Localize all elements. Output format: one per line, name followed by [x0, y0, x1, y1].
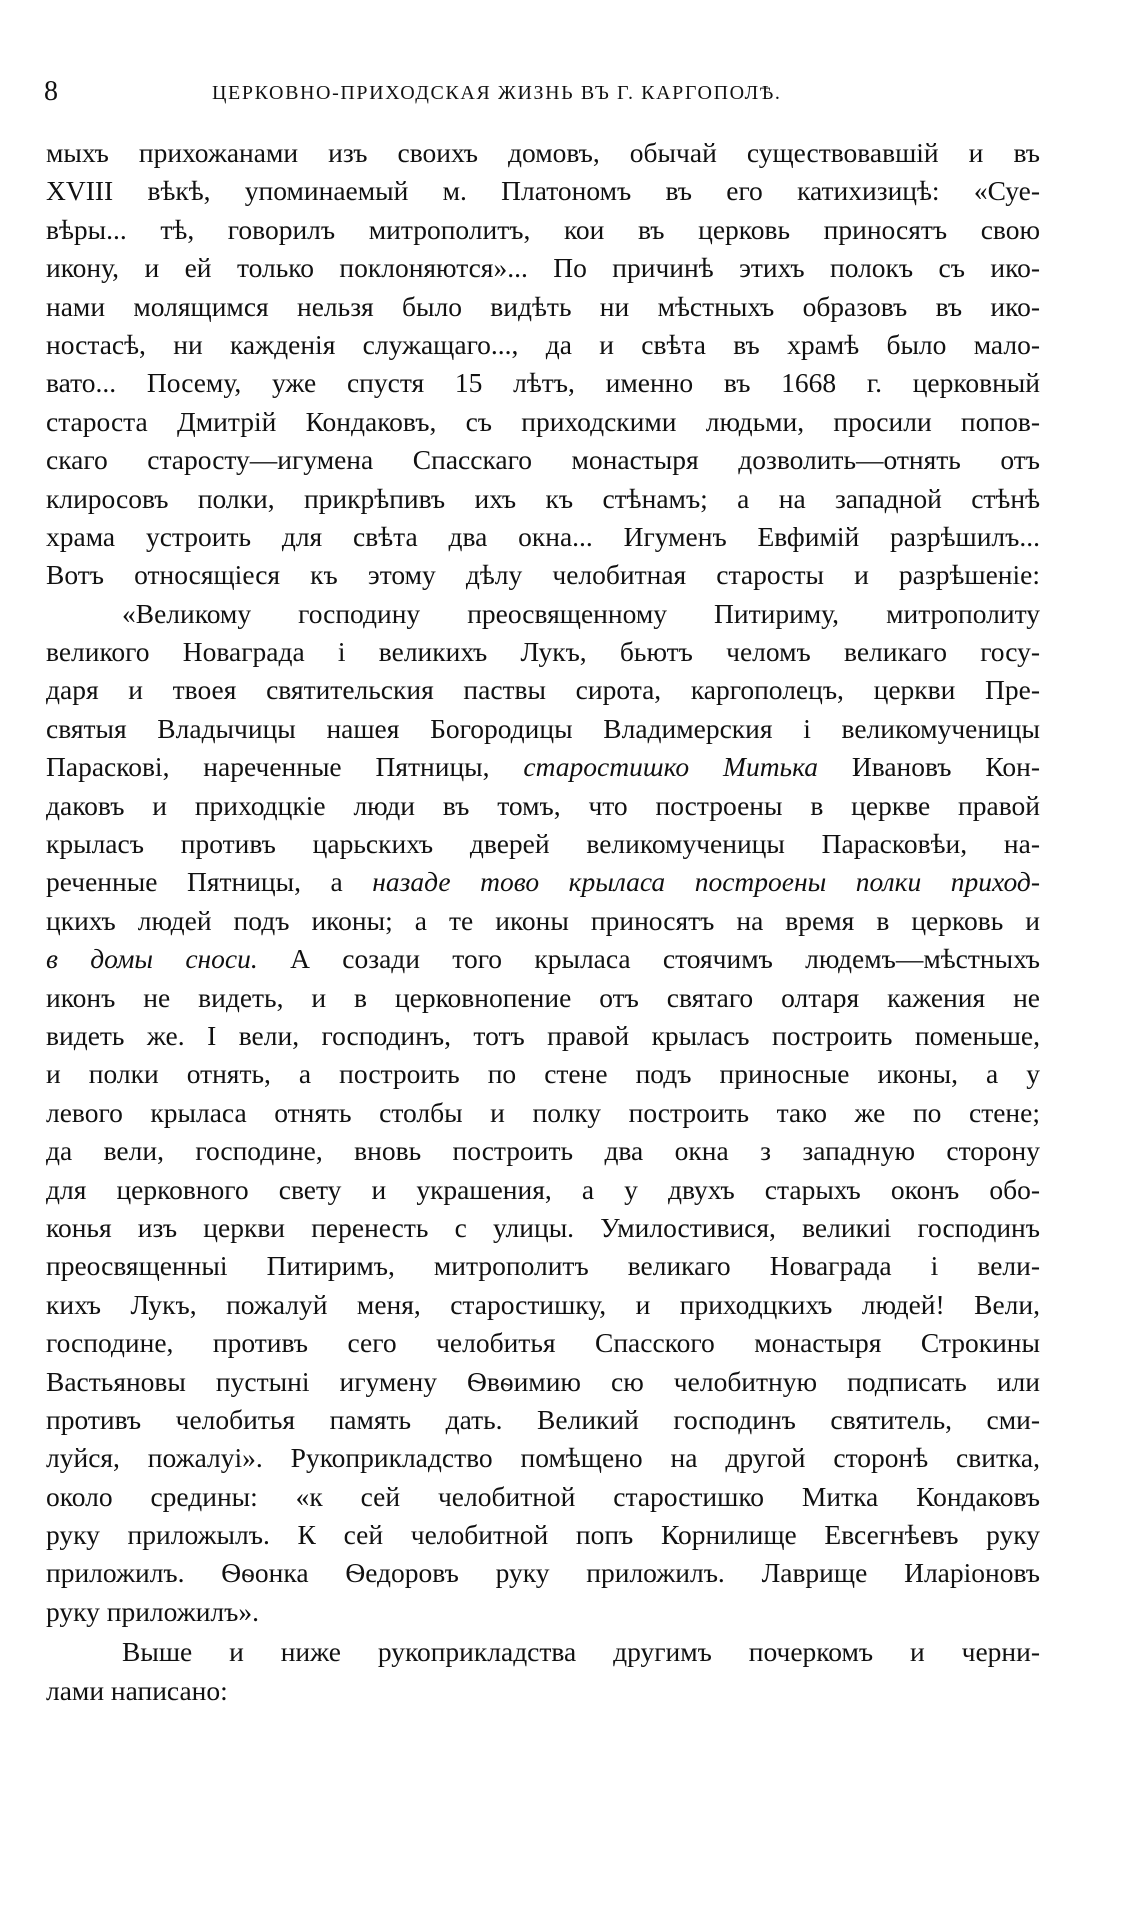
text-line: великого Новаграда і великихъ Лукъ, бьютъ челомъ великаго госу- [46, 636, 1040, 668]
italic-segment: назаде тово крыласа построены полки приход- [372, 866, 1040, 898]
text-segment: А созади того крыласа стоячимъ людемъ—мѣстныхъ [257, 943, 1040, 975]
body-text [46, 134, 1040, 1710]
text-line: вато... Посему, уже спустя 15 лѣтъ, именно въ 1668 г. церковный [46, 367, 1040, 399]
text-line: икону, и ей только поклоняются»... По причинѣ этихъ полокъ съ ико- [46, 252, 1040, 284]
text-line: преосвященныі Питиримъ, митрополитъ великаго Новаграда і вели- [46, 1250, 1040, 1282]
text-line: для церковного свету и украшения, а у двухъ старыхъ оконъ обо- [46, 1173, 1040, 1205]
text-line: староста Дмитрій Кондаковъ, съ приходскими людьми, просили попов- [46, 405, 1040, 437]
text-line: Вотъ относящіеся къ этому дѣлу челобитная старосты и разрѣшеніе: [46, 559, 1040, 591]
text-line: «Великому господину преосвященному Питириму, митрополиту [122, 597, 1040, 629]
text-line [46, 940, 1040, 978]
text-line: левого крыласа отнять столбы и полку построить тако же по стене; [46, 1096, 1040, 1128]
text-line: около средины: «к сей челобитной старостишко Митка Кондаковъ [46, 1480, 1040, 1512]
text-line: скаго старосту—игумена Спасскаго монастыря дозволить—отнять отъ [46, 444, 1040, 476]
text-line: видеть же. І вели, господинъ, тотъ правой крыласъ построить поменьше, [46, 1019, 1040, 1051]
text-segment: реченные Пятницы, а [46, 866, 373, 898]
text-line [46, 748, 1040, 786]
text-segment: Параскові, нареченные Пятницы, [46, 751, 524, 783]
text-line: лами написано: [46, 1674, 228, 1706]
text-line: руку приложылъ. К сей челобитной попъ Корнилище Евсегнѣевъ руку [46, 1519, 1040, 1551]
text-line: кихъ Лукъ, пожалуй меня, старостишку, и приходцкихъ людей! Вели, [46, 1288, 1040, 1320]
text-line [46, 863, 1040, 901]
running-title: ЦЕРКОВНО-ПРИХОДСКАЯ ЖИЗНЬ ВЪ Г. КАРГОПОЛѢ. [212, 82, 782, 104]
text-segment: Ивановъ Кон- [818, 751, 1040, 783]
page-header [44, 76, 1044, 116]
text-line: конья изъ церкви перенесть с улицы. Умилостивися, великиі господинъ [46, 1211, 1040, 1243]
italic-segment: старостишко Митька [523, 751, 818, 783]
italic-segment: в домы сноси. [46, 943, 258, 975]
text-line: даковъ и приходцкіе люди въ томъ, что построены в церкве правой [46, 789, 1040, 821]
text-line: и полки отнять, а построить по стене подъ приносные иконы, а у [46, 1058, 1040, 1090]
text-line: противъ челобитья память дать. Великий господинъ святитель, сми- [46, 1403, 1040, 1435]
text-line: Вастьяновы пустыні игумену Ѳвѳимию сю челобитную подписать или [46, 1365, 1040, 1397]
text-line: вѣры... тѣ, говорилъ митрополитъ, кои въ церковь приносятъ свою [46, 213, 1040, 245]
text-line: храма устроить для свѣта два окна... Игуменъ Евфимій разрѣшилъ... [46, 520, 1040, 552]
text-line: крыласъ противъ царьскихъ дверей великомученицы Парасковѣи, на- [46, 828, 1040, 860]
text-line: иконъ не видеть, и в церковнопение отъ святаго олтаря кажения не [46, 981, 1040, 1013]
text-line: господине, противъ сего челобитья Спасского монастыря Строкины [46, 1327, 1040, 1359]
text-line: клиросовъ полки, прикрѣпивъ ихъ къ стѣнамъ; а на западной стѣнѣ [46, 482, 1040, 514]
text-line: даря и твоея святительския паствы сирота, каргополецъ, церкви Пре- [46, 674, 1040, 706]
page-number: 8 [44, 76, 58, 107]
text-line: святыя Владычицы нашея Богородицы Владимерския і великомученицы [46, 712, 1040, 744]
text-line: Выше и ниже рукоприкладства другимъ почеркомъ и черни- [122, 1636, 1040, 1668]
text-line: ностасѣ, ни кажденія служащаго..., да и свѣта въ храмѣ было мало- [46, 328, 1040, 360]
text-line: нами молящимся нельзя было видѣть ни мѣстныхъ образовъ въ ико- [46, 290, 1040, 322]
italic-line: цкихъ людей подъ иконы; а те иконы приносятъ на время в церковь и [46, 904, 1040, 936]
text-line: мыхъ прихожанами изъ своихъ домовъ, обычай существовавшій и въ [46, 137, 1040, 168]
text-line: XVIII вѣкѣ, упоминаемый м. Платономъ въ его катихизицѣ: «Суе- [46, 175, 1040, 207]
text-line: руку приложилъ». [46, 1595, 259, 1627]
text-line: приложилъ. Ѳѳонка Ѳедоровъ руку приложилъ. Лаврище Иларіоновъ [46, 1557, 1040, 1589]
text-line: да вели, господине, вновь построить два окна з западную сторону [46, 1135, 1040, 1167]
text-line: луйся, пожалуі». Рукоприкладство помѣщено на другой сторонѣ свитка, [46, 1442, 1040, 1474]
